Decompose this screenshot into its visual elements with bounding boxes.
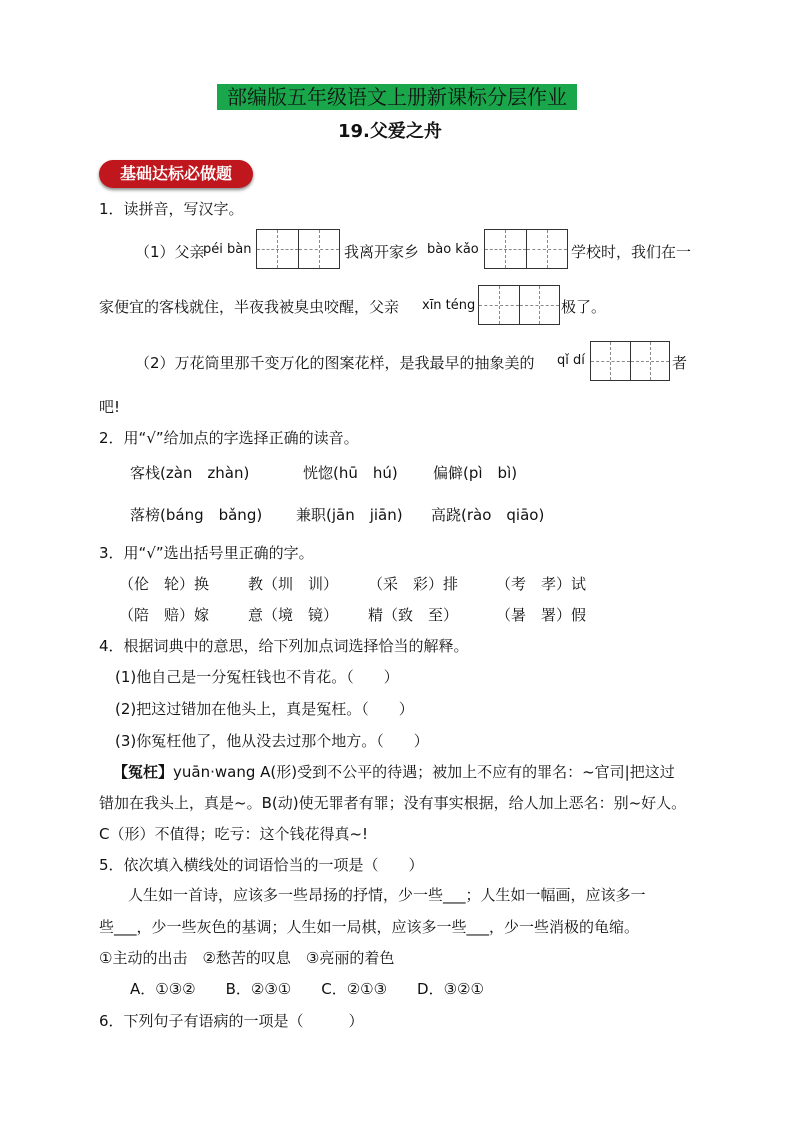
q5-passage-line2: 些___，少一些灰色的基调；人生如一局棋，应该多一些___，少一些消极的龟缩。 <box>99 918 640 936</box>
q2-item: 兼职(jān jiān) <box>296 506 403 524</box>
q3-choice: 教（圳 训） <box>248 575 339 593</box>
section-badge-label: 基础达标必做题 <box>119 164 232 183</box>
q1-p2-suffix: 者 <box>672 354 688 372</box>
q3-choice: （伦 轮）换 <box>119 575 210 593</box>
q1-p1-mid: 我离开家乡 <box>344 243 420 261</box>
q3-choice: （暑 署）假 <box>496 606 587 624</box>
q1-answer-grid-4[interactable] <box>590 341 670 381</box>
q4-dictionary-line2: 错加在我头上，真是~。B(动)使无罪者有罪；没有事实根据，给人加上恶名：别~好人。 <box>99 794 687 812</box>
q4-dictionary-line3: C（形）不值得；吃亏：这个钱花得真~! <box>99 825 369 843</box>
q1-answer-grid-1[interactable] <box>256 229 340 269</box>
question-5-stem: 5．依次填入横线处的词语恰当的一项是（ ） <box>99 856 424 874</box>
q2-item: 高跷(rào qiāo) <box>431 506 545 524</box>
section-badge <box>99 160 253 188</box>
q5-passage-line1: 人生如一首诗，应该多一些昂扬的抒情，少一些___；人生如一幅画，应该多一 <box>128 886 646 904</box>
q1-pinyin-2: bào kǎo <box>427 242 479 257</box>
q1-pinyin-1: péi bàn <box>203 242 252 257</box>
worksheet-series-banner: 部编版五年级语文上册新课标分层作业 <box>217 84 577 110</box>
q1-p2-line2: 吧! <box>99 398 121 416</box>
question-6-stem: 6．下列句子有语病的一项是（ ） <box>99 1012 364 1030</box>
q1-p1-prefix: （1）父亲 <box>135 243 205 261</box>
question-3-stem: 3．用“√”选出括号里正确的字。 <box>99 544 314 562</box>
q1-p1-line2-end: 极了。 <box>561 298 607 316</box>
q4-item: (2)把这过错加在他头上，真是冤枉。（ ） <box>115 700 414 718</box>
q3-choice: 精（致 至） <box>368 606 459 624</box>
q1-pinyin-4: qǐ dí <box>557 353 585 368</box>
question-1-stem: 1．读拼音，写汉字。 <box>99 200 244 218</box>
q4-item: (3)你冤枉他了，他从没去过那个地方。（ ） <box>115 732 429 750</box>
q3-choice: 意（境 镜） <box>248 606 339 624</box>
q3-choice: （采 彩）排 <box>368 575 459 593</box>
question-2-stem: 2．用“√”给加点的字选择正确的读音。 <box>99 429 359 447</box>
q2-item: 落榜(báng bǎng) <box>130 506 263 524</box>
q4-dictionary-headword: 【冤枉】 <box>113 763 174 781</box>
q1-answer-grid-2[interactable] <box>484 229 568 269</box>
q5-options: ①主动的出击 ②愁苦的叹息 ③亮丽的着色 <box>99 949 395 967</box>
q1-p1-line2: 家便宜的客栈就住，半夜我被臭虫咬醒，父亲 <box>99 298 400 316</box>
q5-choices: A．①③② B．②③① C．②①③ D．③②① <box>130 980 484 998</box>
q1-p1-suffix: 学校时，我们在一 <box>571 243 692 261</box>
q4-dictionary-line1 <box>113 762 675 782</box>
q3-choice: （陪 赔）嫁 <box>119 606 210 624</box>
q4-dictionary-def1: yuān·wang A(形)受到不公平的待遇；被加上不应有的罪名：~官司|把这过 <box>173 763 675 781</box>
q4-item: (1)他自己是一分冤枉钱也不肯花。（ ） <box>115 668 399 686</box>
q2-item: 恍惚(hū hú) <box>303 464 398 482</box>
q2-item: 偏僻(pì bì) <box>433 464 518 482</box>
q1-answer-grid-3[interactable] <box>478 285 560 325</box>
question-4-stem: 4．根据词典中的意思，给下列加点词选择恰当的解释。 <box>99 637 469 655</box>
q2-item: 客栈(zàn zhàn) <box>130 464 250 482</box>
page-title: 19.父爱之舟 <box>338 121 442 142</box>
q3-choice: （考 孝）试 <box>496 575 587 593</box>
q1-p2-prefix: （2）万花筒里那千变万化的图案花样，是我最早的抽象美的 <box>135 354 535 372</box>
q1-pinyin-3: xīn téng <box>422 298 476 313</box>
